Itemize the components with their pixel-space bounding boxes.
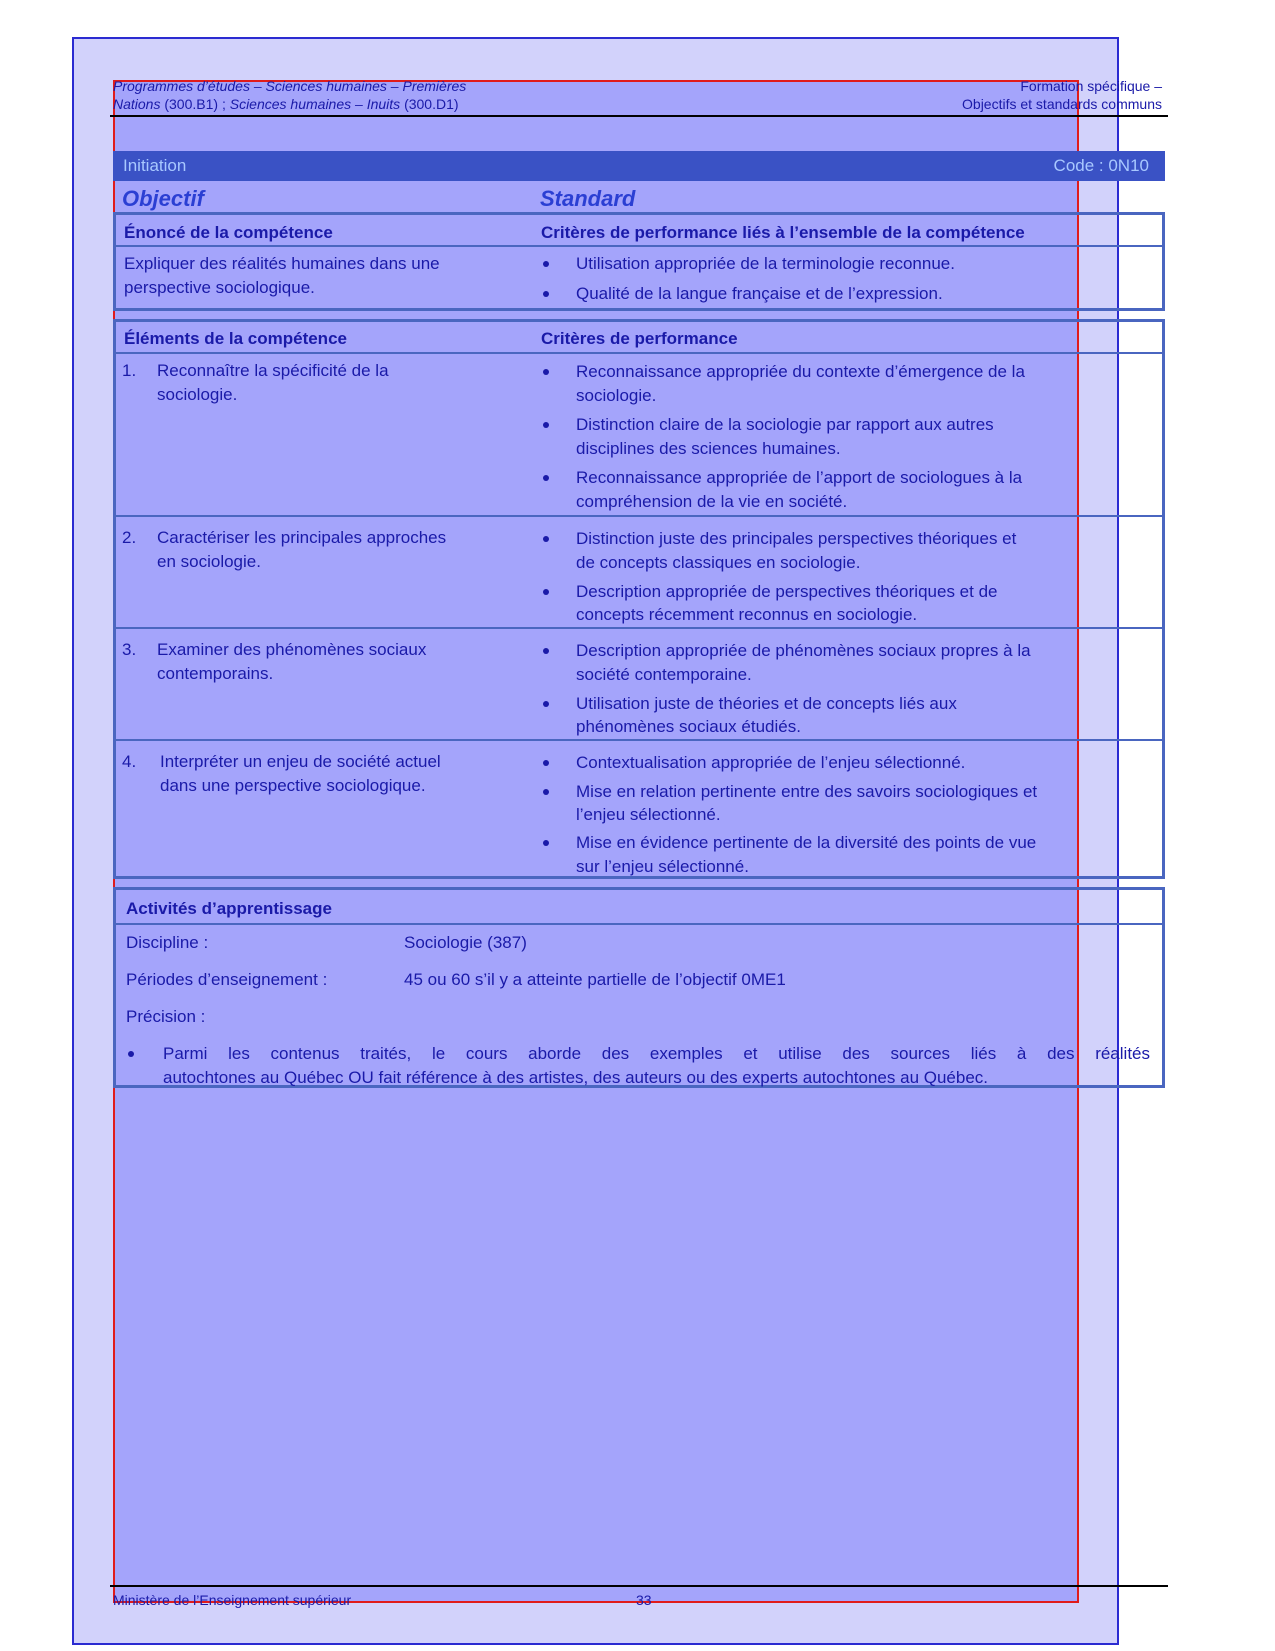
bullet-icon	[543, 648, 549, 654]
element-2-criterion-2b: concepts récemment reconnus en sociologie.	[576, 605, 918, 624]
footer-rule	[110, 1585, 1168, 1587]
header-left-line1: Programmes d’études – Sciences humaines – Premières	[113, 78, 467, 94]
activities-divider	[116, 923, 1162, 925]
element-2-criterion-1a: Distinction juste des principales perspectives théoriques et	[576, 529, 1017, 548]
header-left-line2	[113, 95, 466, 113]
header-code-b1: (300.B1) ;	[164, 96, 226, 112]
element-1-criterion-2b: disciplines des sciences humaines.	[576, 439, 841, 458]
element-1-line2: sociologie.	[157, 385, 238, 404]
competence-criterion-2: Qualité de la langue française et de l’expression.	[576, 284, 943, 303]
element-3-criterion-2a: Utilisation juste de théories et de concepts liés aux	[576, 694, 957, 713]
competence-divider	[116, 245, 1162, 247]
element-divider-3	[116, 739, 1162, 741]
competence-box	[113, 212, 1165, 311]
header-rule	[110, 115, 1168, 117]
element-3-criterion-1b: société contemporaine.	[576, 665, 752, 684]
elements-box	[113, 319, 1165, 879]
bullet-icon	[128, 1051, 134, 1057]
periods-label: Périodes d’enseignement :	[126, 970, 328, 989]
objective-code: Code : 0N10	[1053, 156, 1149, 175]
bullet-icon	[543, 589, 549, 595]
bullet-icon	[543, 789, 549, 795]
element-4-line1: Interpréter un enjeu de société actuel	[160, 752, 441, 771]
bullet-icon	[543, 422, 549, 428]
precision-line2: autochtones au Québec OU fait référence à des artistes, des auteurs ou des experts autochtones au Québec.	[163, 1068, 989, 1087]
header-nations: Nations	[113, 96, 161, 112]
element-3-criterion-2b: phénomènes sociaux étudiés.	[576, 717, 801, 736]
element-1-criterion-3b: compréhension de la vie en société.	[576, 492, 848, 511]
element-4-line2: dans une perspective sociologique.	[160, 776, 426, 795]
element-2-number: 2.	[122, 528, 137, 547]
element-3-number: 3.	[122, 640, 137, 659]
discipline-label: Discipline :	[126, 933, 209, 952]
objective-heading: Objectif	[122, 186, 204, 211]
element-4-criterion-2a: Mise en relation pertinente entre des savoirs sociologiques et	[576, 782, 1038, 801]
header-section-title	[962, 77, 1162, 113]
element-1-criterion-3a: Reconnaissance appropriée de l’apport de sociologues à la	[576, 468, 1023, 487]
activities-box	[113, 887, 1165, 1088]
element-2-line2: en sociologie.	[157, 552, 261, 571]
element-3-line2: contemporains.	[157, 664, 274, 683]
activities-heading: Activités d’apprentissage	[126, 899, 332, 918]
element-1-criterion-1b: sociologie.	[576, 386, 657, 405]
footer-ministry: Ministère de l’Enseignement supérieur	[113, 1592, 352, 1608]
header-right-line2: Objectifs et standards communs	[962, 96, 1162, 112]
elements-divider	[116, 352, 1162, 354]
element-1-number: 1.	[122, 361, 137, 380]
element-3-criterion-1a: Description appropriée de phénomènes sociaux propres à la	[576, 641, 1031, 660]
bullet-icon	[543, 475, 549, 481]
element-2-criterion-1b: de concepts classiques en sociologie.	[576, 553, 861, 572]
footer-page-number: 33	[636, 1592, 652, 1608]
competence-criteria-heading: Critères de performance liés à l’ensemble de la compétence	[541, 223, 1025, 242]
competence-statement-line2: perspective sociologique.	[124, 278, 315, 297]
bullet-icon	[543, 291, 549, 297]
standard-heading: Standard	[540, 186, 636, 211]
element-divider-1	[116, 515, 1162, 517]
element-2-criterion-2a: Description appropriée de perspectives théoriques et de	[576, 582, 998, 601]
bullet-icon	[543, 840, 549, 846]
elements-heading: Éléments de la compétence	[124, 329, 347, 348]
header-code-d1: (300.D1)	[404, 96, 459, 112]
element-2-line1: Caractériser les principales approches	[157, 528, 447, 547]
element-4-number: 4.	[122, 752, 137, 771]
element-1-criterion-2a: Distinction claire de la sociologie par rapport aux autres	[576, 415, 994, 434]
periods-value: 45 ou 60 s’il y a atteinte partielle de l’objectif 0ME1	[404, 970, 786, 989]
bullet-icon	[543, 369, 549, 375]
bullet-icon	[543, 760, 549, 766]
competence-criterion-1: Utilisation appropriée de la terminologie reconnue.	[576, 254, 955, 273]
bullet-icon	[543, 536, 549, 542]
header-right-line1: Formation spécifique –	[1020, 78, 1162, 94]
element-1-criterion-1a: Reconnaissance appropriée du contexte d’émergence de la	[576, 362, 1025, 381]
element-divider-2	[116, 627, 1162, 629]
competence-statement-line1: Expliquer des réalités humaines dans une	[124, 254, 440, 273]
objective-code-bar	[113, 151, 1165, 181]
element-4-criterion-1a: Contextualisation appropriée de l’enjeu sélectionné.	[576, 753, 966, 772]
bullet-icon	[543, 261, 549, 267]
elements-criteria-heading: Critères de performance	[541, 329, 738, 348]
element-1-line1: Reconnaître la spécificité de la	[157, 361, 389, 380]
bullet-icon	[543, 701, 549, 707]
precision-line1: Parmi les contenus traités, le cours aborde des exemples et utilise des sources liés à des réalités	[163, 1044, 1150, 1063]
header-program-title	[113, 77, 466, 113]
precision-label: Précision :	[126, 1007, 206, 1026]
element-4-criterion-3a: Mise en évidence pertinente de la diversité des points de vue	[576, 833, 1037, 852]
competence-heading: Énoncé de la compétence	[124, 223, 333, 242]
header-inuits: Sciences humaines – Inuits	[229, 96, 401, 112]
element-4-criterion-3b: sur l’enjeu sélectionné.	[576, 857, 749, 876]
element-3-line1: Examiner des phénomènes sociaux	[157, 640, 427, 659]
element-4-criterion-2b: l’enjeu sélectionné.	[576, 805, 721, 824]
objective-title: Initiation	[123, 156, 187, 175]
discipline-value: Sociologie (387)	[404, 933, 527, 952]
